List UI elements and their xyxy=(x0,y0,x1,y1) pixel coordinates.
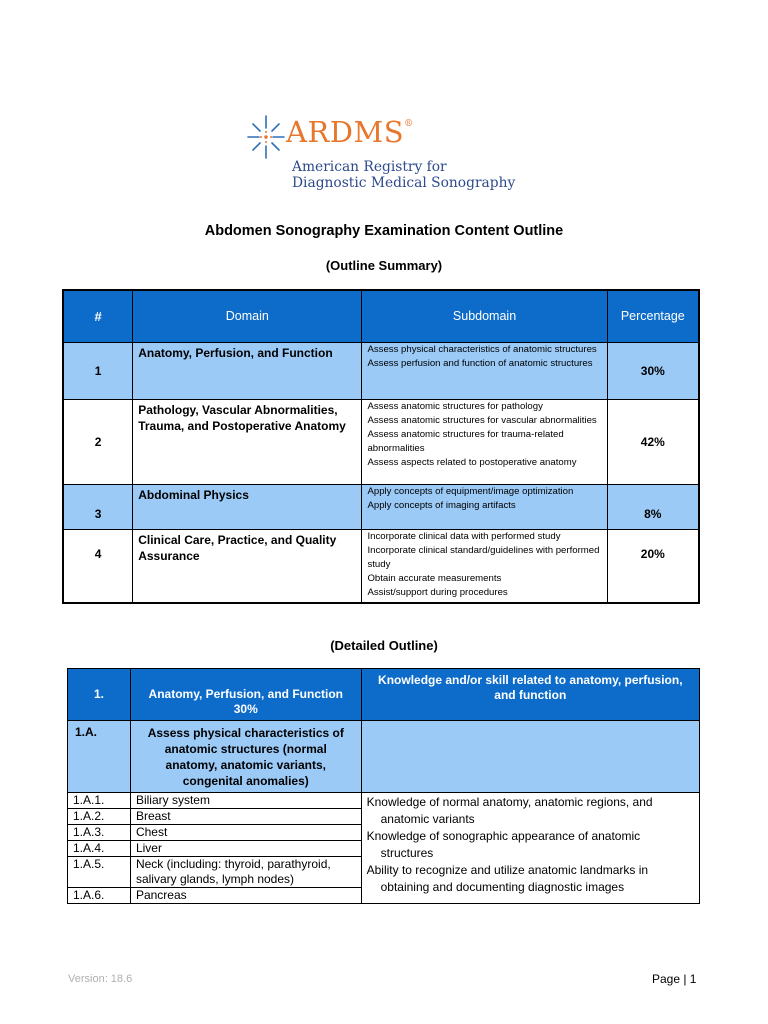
subdomain-item: Incorporate clinical standard/guidelines with performed study xyxy=(367,544,600,570)
subdomain-item: Assist/support during procedures xyxy=(367,587,508,599)
row-percentage: 42% xyxy=(607,399,699,484)
row-domain: Anatomy, Perfusion, and Function xyxy=(133,342,362,399)
subdomain-item: Assess anatomic structures for trauma-related abnormalities xyxy=(367,428,564,455)
item-label: Chest xyxy=(130,825,361,841)
item-number: 1.A.1. xyxy=(68,793,131,809)
item-number: 1.A.4. xyxy=(68,841,131,857)
row-number: 2 xyxy=(63,399,133,484)
item-number: 1.A.3. xyxy=(68,825,131,841)
logo-tagline-line1: American Registry for xyxy=(292,159,447,175)
page-title: Abdomen Sonography Examination Content Outline xyxy=(204,223,564,239)
item-label: Biliary system xyxy=(130,793,361,809)
subdomain-item: Obtain accurate measurements xyxy=(367,573,502,585)
header-domain: Domain xyxy=(133,290,362,342)
knowledge-item: Ability to recognize and utilize anatomic landmarks in obtaining and documenting diagnostic images xyxy=(366,863,649,894)
subdomain-item: Assess anatomic structures for vascular abnormalities xyxy=(367,414,597,426)
row-subdomains xyxy=(362,529,607,603)
row-number: 1 xyxy=(63,342,133,399)
header-number: # xyxy=(63,290,133,342)
starburst-icon xyxy=(246,113,286,161)
detail-section-row xyxy=(68,721,700,793)
row-subdomains xyxy=(362,399,607,484)
subdomain-item: Incorporate clinical data with performed study xyxy=(367,530,561,542)
logo-brand: ARDMS® xyxy=(286,115,414,149)
table-row xyxy=(63,342,699,399)
row-percentage: 30% xyxy=(607,342,699,399)
table-row xyxy=(63,529,699,603)
subdomain-item: Assess physical characteristics of anatomic structures xyxy=(367,343,597,355)
table-row xyxy=(63,399,699,484)
row-domain: Abdominal Physics xyxy=(133,484,362,529)
row-number: 3 xyxy=(63,484,133,529)
header-subdomain: Subdomain xyxy=(362,290,607,342)
table-row xyxy=(63,484,699,529)
detailed-outline-table xyxy=(67,668,700,904)
subdomain-item: Apply concepts of imaging artifacts xyxy=(367,499,516,511)
detail-domain-number: 1. xyxy=(68,669,131,721)
item-number: 1.A.5. xyxy=(68,857,131,888)
item-label: Neck (including: thyroid, parathyroid, salivary glands, lymph nodes) xyxy=(130,857,361,888)
subdomain-item: Assess perfusion and function of anatomic structures xyxy=(367,357,593,369)
row-percentage: 8% xyxy=(607,484,699,529)
knowledge-cell xyxy=(361,793,699,904)
item-label: Liver xyxy=(130,841,361,857)
section-title: Assess physical characteristics of anatomic structures (normal anatomy, anatomic variants, congenital anomalies) xyxy=(130,721,361,793)
table-row xyxy=(68,793,700,809)
summary-header-row xyxy=(63,290,699,342)
row-subdomains xyxy=(362,342,607,399)
item-number: 1.A.2. xyxy=(68,809,131,825)
row-subdomains xyxy=(362,484,607,529)
knowledge-item: Knowledge of normal anatomy, anatomic regions, and anatomic variants xyxy=(366,795,653,826)
logo-tagline-line2: Diagnostic Medical Sonography xyxy=(292,175,516,191)
subdomain-item: Assess aspects related to postoperative anatomy xyxy=(367,457,577,469)
page-number: Page | 1 xyxy=(652,972,697,986)
detailed-outline-label: (Detailed Outline) xyxy=(330,638,438,653)
detail-domain-percentage: 30% xyxy=(233,701,258,716)
section-number: 1.A. xyxy=(68,721,131,793)
section-knowledge-blank xyxy=(361,721,699,793)
ardms-logo xyxy=(246,113,536,195)
knowledge-item: Knowledge of sonographic appearance of anatomic structures xyxy=(366,829,641,860)
outline-summary-table xyxy=(62,289,700,604)
item-label: Breast xyxy=(130,809,361,825)
row-number: 4 xyxy=(63,529,133,603)
item-number: 1.A.6. xyxy=(68,888,131,904)
header-percentage: Percentage xyxy=(607,290,699,342)
detail-domain-name: Anatomy, Perfusion, and Function xyxy=(148,686,343,701)
outline-summary-label: (Outline Summary) xyxy=(325,258,443,273)
version-label: Version: 18.6 xyxy=(68,973,133,985)
row-percentage: 20% xyxy=(607,529,699,603)
detail-domain-title xyxy=(130,669,361,721)
subdomain-item: Apply concepts of equipment/image optimization xyxy=(367,485,574,497)
row-domain: Clinical Care, Practice, and Quality Assurance xyxy=(133,529,362,603)
detail-header-row xyxy=(68,669,700,721)
subdomain-item: Assess anatomic structures for pathology xyxy=(367,400,543,412)
row-domain: Pathology, Vascular Abnormalities, Trauma, and Postoperative Anatomy xyxy=(133,399,362,484)
item-label: Pancreas xyxy=(130,888,361,904)
detail-knowledge-header: Knowledge and/or skill related to anatomy, perfusion, and function xyxy=(361,669,699,721)
